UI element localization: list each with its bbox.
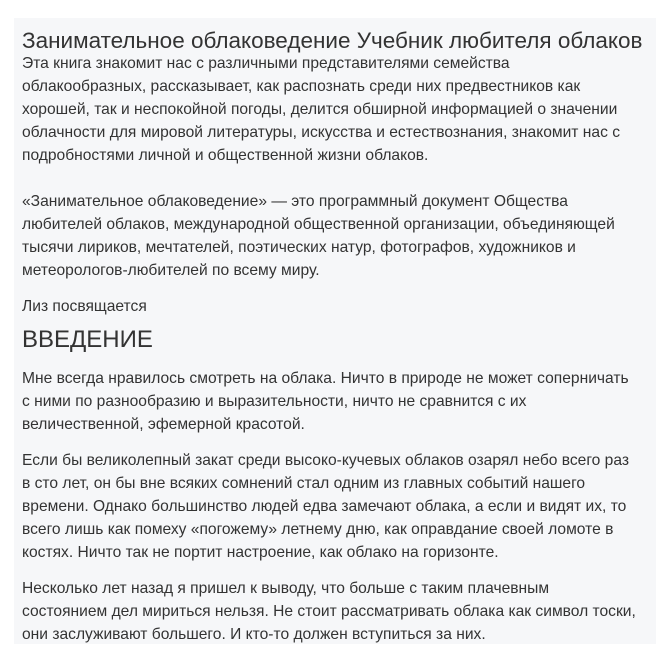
text-line: хорошей, так и неспокойной погоды, делится обширной информацией о значении [22,101,618,118]
text-line: всего лишь как помеху «погожему» летнему дню, как оправдание своей ломоте в [22,521,614,538]
text-line: костях. Ничто так не портит настроение, как облако на горизонте. [22,544,499,561]
text-line: с ними по разнообразию и выразительности, ничто не сравнится с их [22,393,527,410]
text-line: метеорологов-любителей по всему миру. [22,262,320,279]
text-line: в сто лет, он бы вне всяких сомнений стал одним из главных событий нашего [22,475,586,492]
paragraph-description [22,52,620,167]
text-line: Мне всегда нравилось смотреть на облака. Ничто в природе не может соперничать [22,370,629,387]
section-heading: ВВЕДЕНИЕ [22,326,153,353]
article-title: Занимательное облаковедение Учебник любителя облаков [22,28,643,53]
paragraph-society [22,190,615,282]
paragraph-dedication [22,295,147,318]
paragraph-intro-3 [22,577,636,646]
text-line: они заслуживают большего. И кто-то должен вступиться за них. [22,626,486,643]
text-line: Лиз посвящается [22,298,147,315]
paragraph-intro-1 [22,367,629,436]
text-line: состоянием дел мириться нельзя. Не стоит рассматривать облака как символ тоски, [22,603,636,620]
article-panel [14,18,656,644]
text-line: любителей облаков, международной общественной организации, объединяющей [22,216,615,233]
text-line: облачности для мировой литературы, искусства и естествознания, знакомит нас с [22,124,620,141]
text-line: Несколько лет назад я пришел к выводу, что больше с таким плачевным [22,580,550,597]
paragraph-intro-2 [22,449,629,564]
text-line: Эта книга знакомит нас с различными представителями семейства [22,55,510,72]
text-line: тысячи лириков, мечтателей, поэтических натур, фотографов, художников и [22,239,576,256]
text-line: величественной, эфемерной красотой. [22,416,305,433]
text-line: «Занимательное облаковедение» — это программный документ Общества [22,193,568,210]
text-line: подробностями личной и общественной жизни облаков. [22,147,429,164]
text-line: Если бы великолепный закат среди высоко-кучевых облаков озарял небо всего раз [22,452,630,469]
text-line: времени. Однако большинство людей едва замечают облака, а если и видят их, то [22,498,627,515]
text-line: облакообразных, рассказывает, как распознать среди них предвестников как [22,78,581,95]
